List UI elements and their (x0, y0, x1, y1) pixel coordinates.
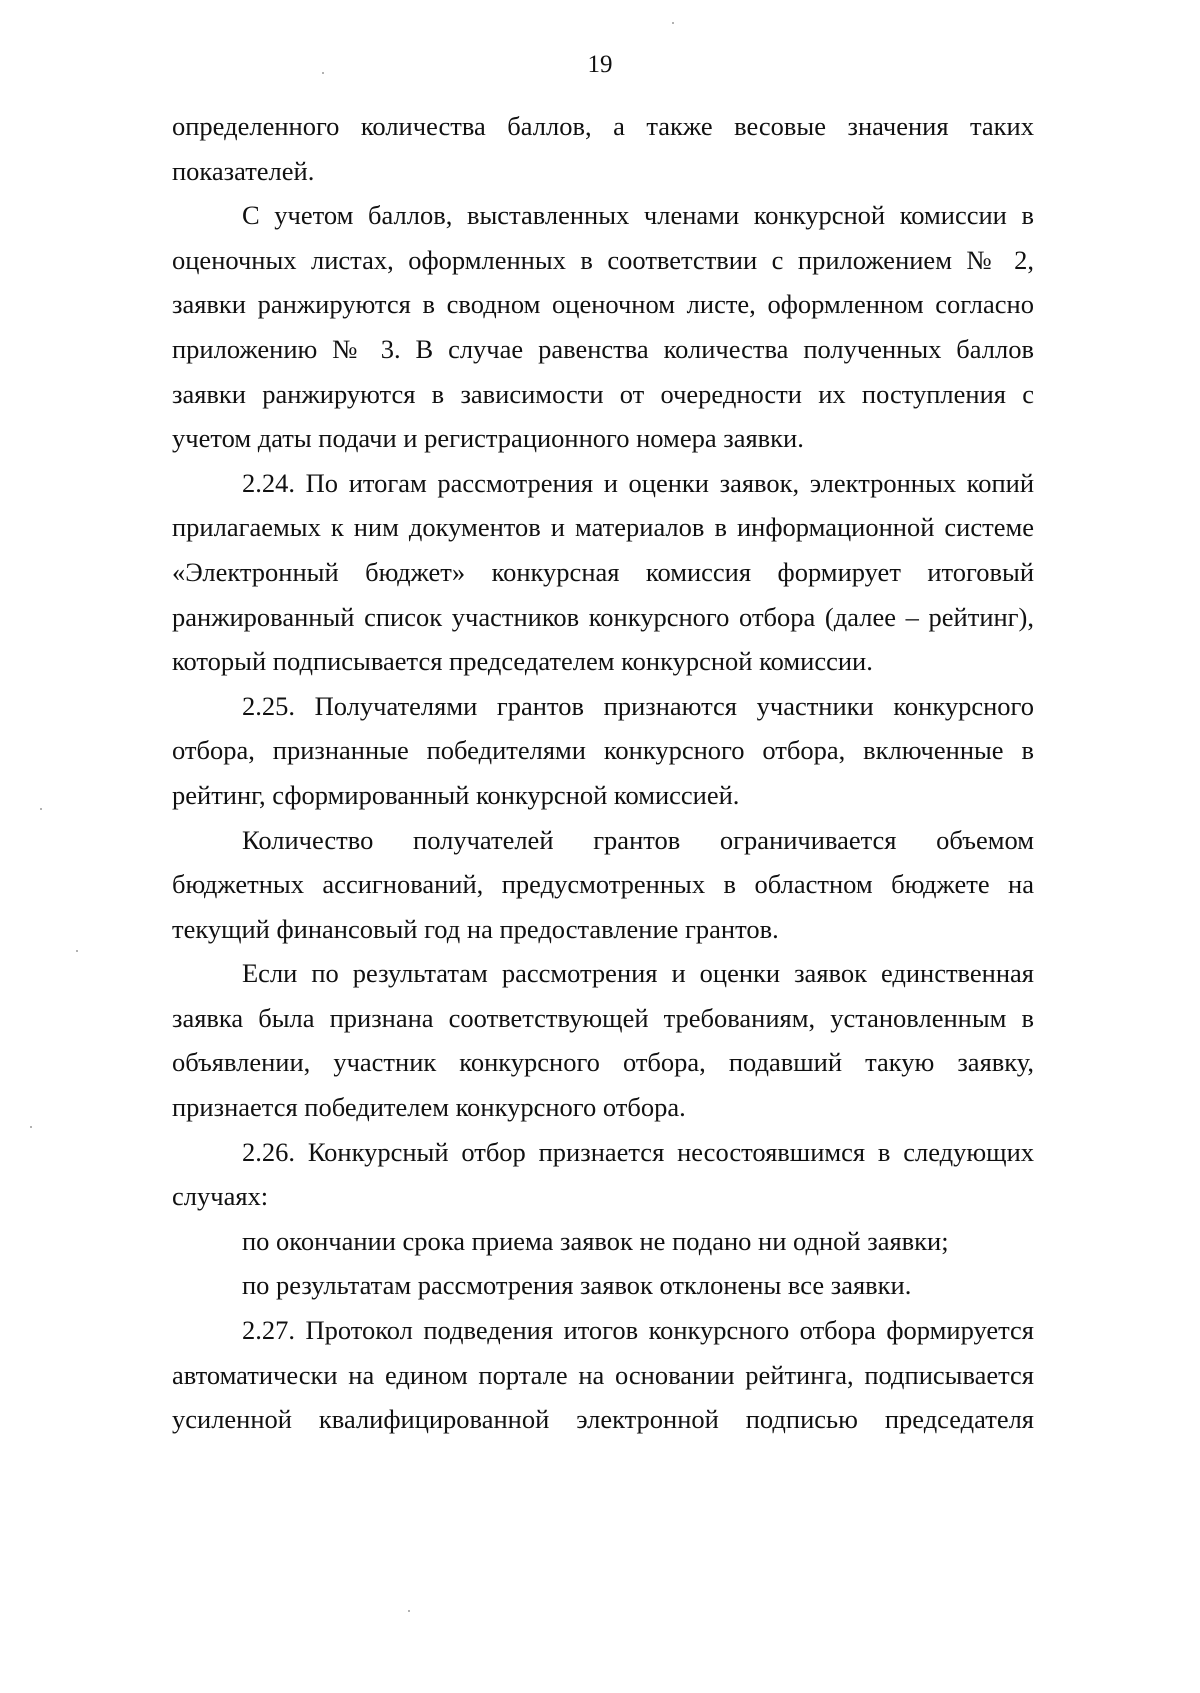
scan-speck (76, 950, 78, 952)
document-body (172, 104, 1034, 1442)
paragraph-ranking: С учетом баллов, выставленных членами конкурсной комиссии в оценочных листах, оформленных в соответствии с приложением № 2, заявки ранжируются в сводном оценочном листе, оформленном согласно приложению № 3. В случае равенства количества полученных баллов заявки ранжируются в зависимости от очередности их поступления с учетом даты подачи и регистрационного номера заявки. (172, 200, 1034, 454)
paragraph-single-application: Если по результатам рассмотрения и оценки заявок единственная заявка была признана соответствующей требованиям, установленным в объявлении, участник конкурсного отбора, подавший такую заявку, признается победителем конкурсного отбора. (172, 958, 1034, 1123)
scan-speck (408, 1610, 410, 1612)
page-number: 19 (587, 51, 613, 78)
paragraph-grant-count: Количество получателей грантов ограничивается объемом бюджетных ассигнований, предусмотренных в областном бюджете на текущий финансовый год на предоставление грантов. (172, 824, 1034, 944)
scan-speck (30, 1126, 32, 1128)
paragraph-2-27: 2.27. Протокол подведения итогов конкурсного отбора формируется автоматически на едином портале на основании рейтинга, подписывается усиленной квалифицированной электронной подписью председателя (172, 1315, 1034, 1435)
paragraph-continuation: определенного количества баллов, а также весовые значения таких показателей. (172, 111, 1034, 186)
paragraph-2-25: 2.25. Получателями грантов признаются участники конкурсного отбора, признанные победителями конкурсного отбора, включенные в рейтинг, сформированный конкурсной комиссией. (172, 690, 1034, 810)
paragraph-2-24: 2.24. По итогам рассмотрения и оценки заявок, электронных копий прилагаемых к ним документов и материалов в информационной системе «Электронный бюджет» конкурсная комиссия формирует итоговый ранжированный список участников конкурсного отбора (далее – рейтинг), который подписывается председателем конкурсной комиссии. (172, 467, 1034, 677)
list-item-no-applications: по окончании срока приема заявок не подано ни одной заявки; (242, 1225, 949, 1256)
scan-speck (40, 808, 42, 810)
paragraph-2-26: 2.26. Конкурсный отбор признается несостоявшимся в следующих случаях: (172, 1136, 1034, 1212)
list-item-all-rejected: по результатам рассмотрения заявок отклонены все заявки. (242, 1270, 912, 1301)
scan-speck (322, 72, 324, 74)
scan-speck (672, 22, 674, 24)
